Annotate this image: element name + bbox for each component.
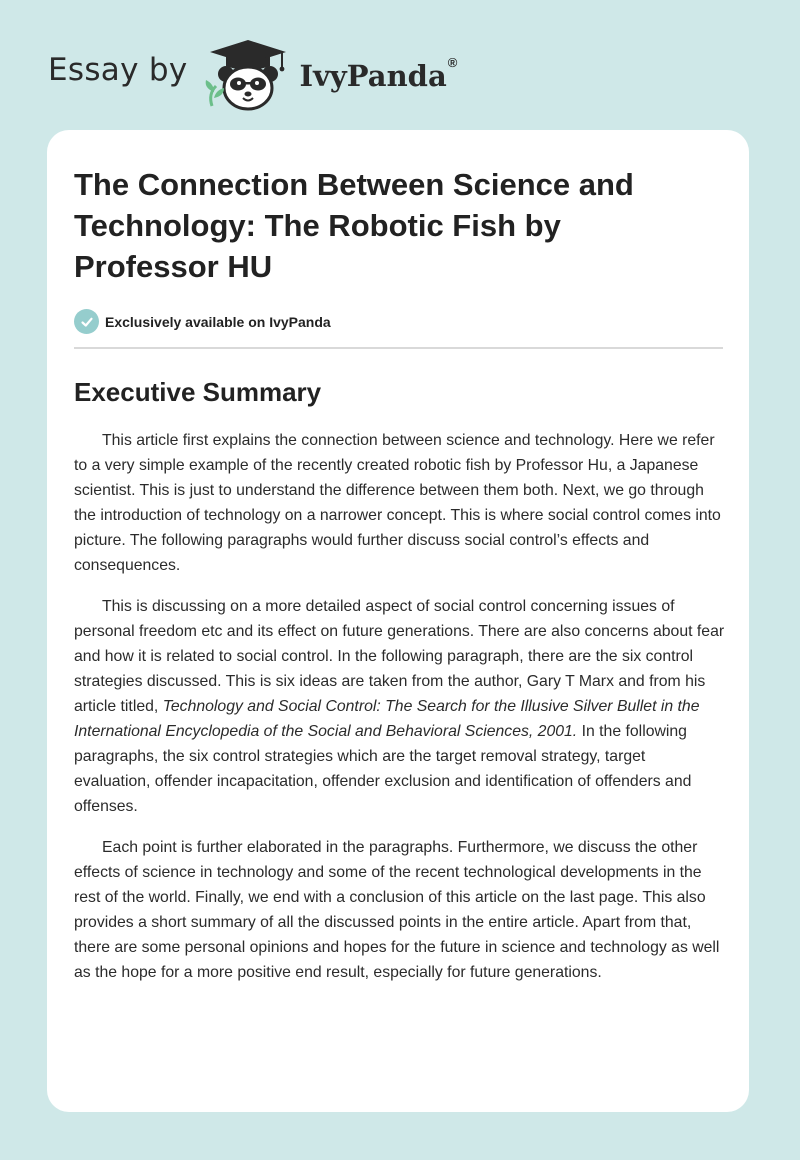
paragraph: This article first explains the connection between science and technology. Here we refer to a very simple example of the recently created robotic fish by Professor Hu, a Japanese scientist. This is just to understand the difference between them both. Next, we go through the introduction of technology on a narrower concept. This is where social control comes into picture. The following paragraphs would further discuss social control’s effects and consequences. bbox=[74, 432, 721, 574]
site-header bbox=[48, 36, 457, 112]
article-card bbox=[47, 130, 749, 1112]
checkmark-icon bbox=[74, 309, 99, 334]
exclusive-badge-text: Exclusively available on IvyPanda bbox=[105, 313, 331, 330]
brand-prefix: Essay by bbox=[48, 52, 188, 88]
brand-name[interactable]: IvyPanda® bbox=[299, 55, 458, 93]
paragraph-text: This is discussing on a more detailed aspect of social control concerning issues of personal freedom etc and its effect on future generations. There are also concerns about fear and how it is related to social control. In the following paragraph, there are the six control strategies discussed. This is six ideas are taken from the author, Gary T Marx and from his article titled, bbox=[74, 598, 725, 715]
paragraph: Each point is further elaborated in the paragraphs. Furthermore, we discuss the other effects of science in technology and some of the recent technological developments in the rest of the world. Finally, we end with a conclusion of this article on the last page. This also provides a short summary of all the discussed points in the entire article. Apart from that, there are some personal opinions and hopes for the future in science and technology as well as the hope for a more positive end result, especially for future generations. bbox=[74, 839, 720, 981]
title-divider bbox=[74, 347, 723, 349]
citation-title: Technology and Social Control: The Search for the Illusive Silver Bullet in the International Encyclopedia of the Social and Behavioral Sciences, 2001. bbox=[74, 698, 700, 740]
paragraph bbox=[74, 594, 726, 819]
article-title: The Connection Between Science and Technology: The Robotic Fish by Professor HU bbox=[74, 167, 634, 284]
paragraph-text: In the following paragraphs, the six control strategies which are the target removal strategy, target evaluation, offender incapacitation, offender exclusion and identification of offenders and offenses. bbox=[74, 723, 692, 815]
exclusive-badge bbox=[74, 309, 722, 334]
panda-graduate-icon[interactable] bbox=[202, 36, 294, 112]
section-heading: Executive Summary bbox=[74, 377, 322, 407]
